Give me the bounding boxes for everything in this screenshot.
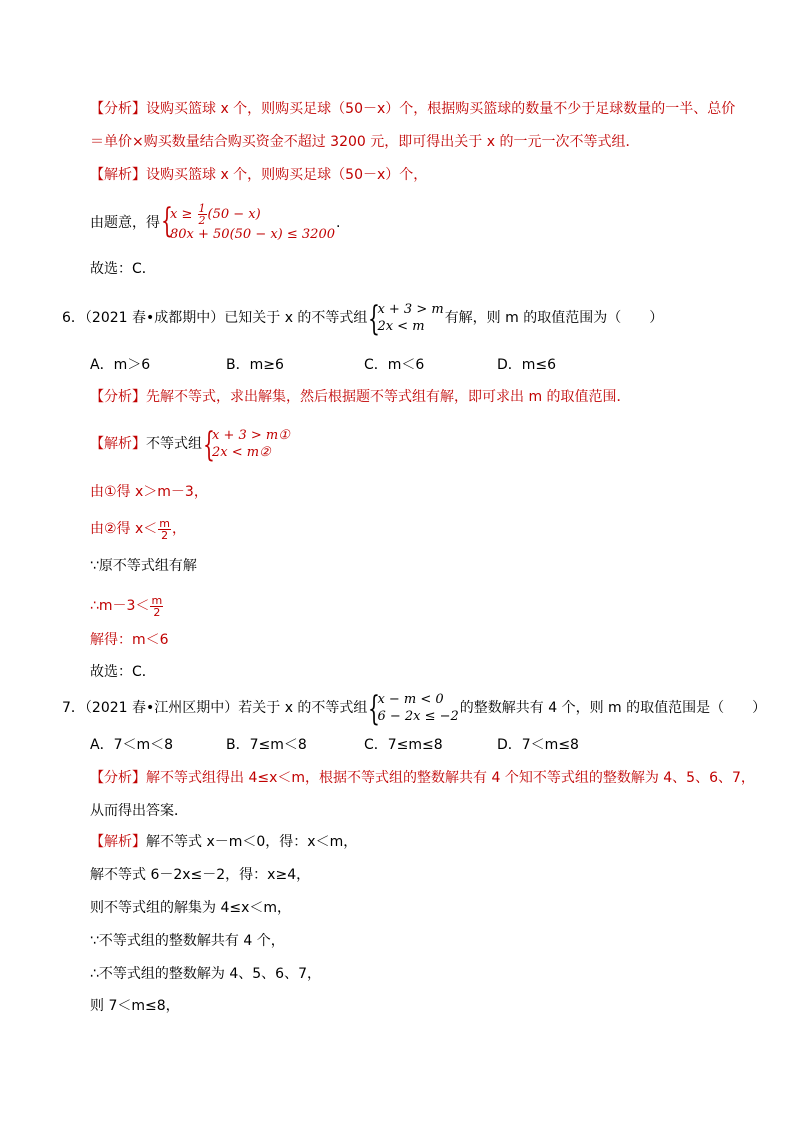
q6-option-d: D．m≤6 bbox=[497, 357, 557, 373]
q5-answer: 故选：C． bbox=[90, 261, 156, 277]
q7-stem bbox=[62, 689, 767, 729]
q6-step4 bbox=[90, 593, 164, 619]
q6-step1: 由①得 x＞m－3， bbox=[90, 484, 208, 500]
q6-option-a: A．m＞6 bbox=[90, 357, 151, 373]
q6-solution-prefix: 不等式组 bbox=[146, 436, 202, 452]
q6-sol-row2: 2x < m② bbox=[212, 445, 271, 460]
q6-answer: 故选：C． bbox=[90, 664, 156, 680]
q5-solution-line1 bbox=[90, 165, 427, 185]
q5-analysis-text1: 设购买篮球 x 个，则购买足球（50－x）个，根据购买篮球的数量不少于足球数量的一半、总价 bbox=[146, 101, 736, 117]
q6-solution-system bbox=[203, 425, 290, 465]
q5-system-row1 bbox=[170, 203, 335, 226]
q6-system-row1: x + 3 > m bbox=[377, 302, 444, 317]
q7-option-c: C．7≤m≤8 bbox=[364, 737, 443, 753]
q7-step4: ∵不等式组的整数解共有 4 个， bbox=[90, 933, 285, 949]
q6-step4-fraction bbox=[150, 595, 163, 618]
q6-step3: ∵原不等式组有解 bbox=[90, 558, 197, 574]
q7-analysis-line1 bbox=[90, 768, 755, 788]
q6-step2-den: 2 bbox=[161, 528, 169, 542]
q5-inequality-system bbox=[161, 203, 335, 243]
q6-option-b: B．m≥6 bbox=[226, 357, 284, 373]
q6-sol-row1: x + 3 > m① bbox=[212, 428, 290, 443]
q7-step6: 则 7＜m≤8， bbox=[90, 998, 180, 1014]
q6-inequality-system bbox=[368, 299, 444, 339]
q6-step2-prefix: 由②得 x＜ bbox=[90, 521, 158, 537]
q7-solution-line1 bbox=[90, 832, 357, 852]
analysis-tag: 【分析】 bbox=[90, 101, 146, 117]
brace-icon: { bbox=[368, 299, 381, 339]
solution-tag: 【解析】 bbox=[90, 167, 146, 183]
analysis-tag: 【分析】 bbox=[90, 389, 146, 405]
brace-icon: { bbox=[203, 425, 215, 465]
solution-tag: 【解析】 bbox=[90, 834, 146, 850]
q6-step2-suffix: ， bbox=[172, 521, 187, 537]
q6-step4-prefix: ∴m－3＜ bbox=[90, 598, 150, 614]
q7-system-row1: x − m < 0 bbox=[377, 692, 444, 707]
q5-setup bbox=[90, 203, 340, 243]
q7-analysis-line2: 从而得出答案． bbox=[90, 803, 188, 819]
q7-stem-suffix: 的整数解共有 4 个，则 m 的取值范围是（ ） bbox=[459, 700, 767, 716]
q5-setup-prefix: 由题意，得 bbox=[90, 215, 160, 231]
q5-analysis-line2: ＝单价×购买数量结合购买资金不超过 3200 元，即可得出关于 x 的一元一次不等式组． bbox=[90, 134, 640, 150]
q6-stem bbox=[62, 299, 664, 339]
q6-solution bbox=[90, 425, 291, 465]
q7-step5: ∴不等式组的整数解为 4、5、6、7， bbox=[90, 966, 321, 982]
q5-setup-suffix: . bbox=[336, 215, 341, 231]
solution-tag: 【解析】 bbox=[90, 436, 146, 452]
q6-analysis-text: 先解不等式，求出解集，然后根据题不等式组有解，即可求出 m 的取值范围． bbox=[146, 389, 631, 405]
analysis-tag: 【分析】 bbox=[90, 770, 146, 786]
q7-step2: 解不等式 6－2x≤－2，得：x≥4， bbox=[90, 867, 311, 883]
q6-analysis bbox=[90, 387, 631, 407]
q6-stem-suffix: 有解，则 m 的取值范围为（ ） bbox=[444, 310, 664, 326]
q6-stem-prefix: 6．（2021 春•成都期中）已知关于 x 的不等式组 bbox=[62, 310, 368, 326]
q7-system-row2: 6 − 2x ≤ −2 bbox=[377, 709, 459, 724]
q6-step2-num: m bbox=[159, 516, 171, 530]
q6-step2 bbox=[90, 516, 186, 542]
q6-step5: 解得：m＜6 bbox=[90, 632, 169, 648]
q7-option-a: A．7＜m＜8 bbox=[90, 737, 174, 753]
q5-system-row2: 80x + 50(50 − x) ≤ 3200 bbox=[170, 227, 335, 242]
q5-row1-b: (50 − x) bbox=[207, 207, 261, 222]
q5-row1-a: x ≥ bbox=[170, 207, 197, 222]
q5-analysis-line1 bbox=[90, 99, 735, 119]
q7-option-d: D．7＜m≤8 bbox=[497, 737, 579, 753]
q7-stem-prefix: 7．（2021 春•江州区期中）若关于 x 的不等式组 bbox=[62, 700, 368, 716]
brace-icon: { bbox=[368, 689, 381, 729]
q5-solution-text1: 设购买篮球 x 个，则购买足球（50－x）个， bbox=[146, 167, 428, 183]
q7-option-b: B．7≤m＜8 bbox=[226, 737, 307, 753]
q5-fraction bbox=[198, 203, 207, 226]
q6-option-c: C．m＜6 bbox=[364, 357, 425, 373]
q7-analysis-text1: 解不等式组得出 4≤x＜m，根据不等式组的整数解共有 4 个知不等式组的整数解为 4、5、6、7， bbox=[146, 770, 755, 786]
q7-step3: 则不等式组的解集为 4≤x＜m， bbox=[90, 900, 292, 916]
q6-step4-num: m bbox=[151, 593, 163, 607]
q6-step4-den: 2 bbox=[153, 605, 161, 619]
q6-system-row2: 2x < m bbox=[377, 319, 425, 334]
q5-frac-den: 2 bbox=[198, 214, 206, 227]
q6-step2-fraction bbox=[158, 518, 171, 541]
q7-step1: 解不等式 x－m＜0，得：x＜m， bbox=[146, 834, 358, 850]
q7-inequality-system bbox=[368, 689, 459, 729]
brace-icon: { bbox=[161, 201, 173, 241]
q5-frac-num: 1 bbox=[198, 202, 206, 215]
